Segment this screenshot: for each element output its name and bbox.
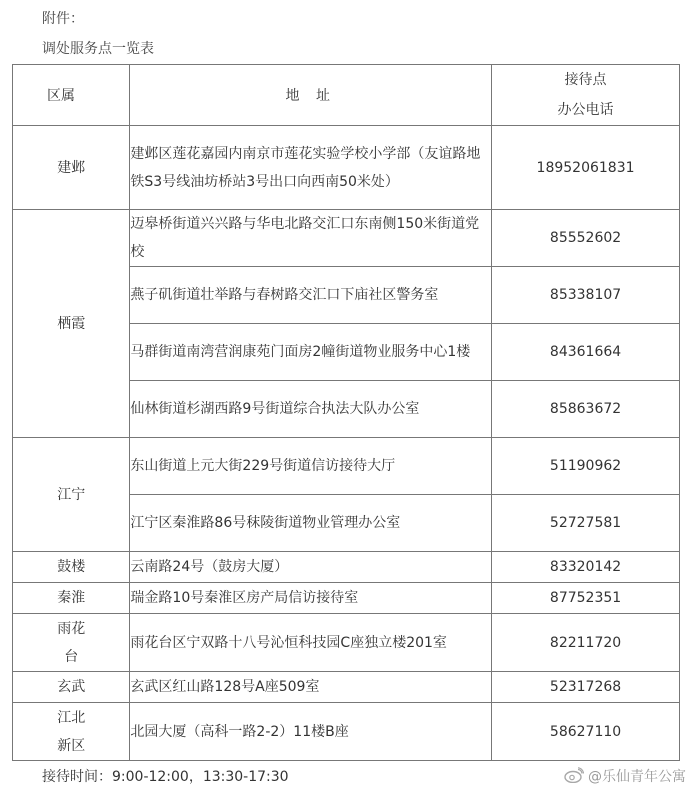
table-title: 调处服务点一览表: [42, 41, 154, 57]
district-cell: 秦淮: [13, 583, 130, 614]
phone-cell: 87752351: [492, 583, 680, 614]
attachment-label: 附件：: [42, 11, 84, 27]
table-header-row: [13, 65, 680, 126]
phone-cell: 18952061831: [492, 126, 680, 210]
table-row: [13, 614, 680, 672]
address-cell: 仙林街道杉湖西路9号街道综合执法大队办公室: [130, 381, 492, 438]
district-cell: 栖霞: [13, 210, 130, 438]
phone-cell: 85552602: [492, 210, 680, 267]
phone-cell: 51190962: [492, 438, 680, 495]
reception-hours: 接待时间：9:00-12:00，13:30-17:30: [42, 769, 289, 785]
address-cell: 迈皋桥街道兴兴路与华电北路交汇口东南侧150米街道党校: [130, 210, 492, 267]
header-phone: [492, 65, 680, 126]
address-cell: 雨花台区宁双路十八号沁恒科技园C座独立楼201室: [130, 614, 492, 672]
address-cell: 燕子矶街道壮举路与春树路交汇口下庙社区警务室: [130, 267, 492, 324]
phone-cell: 84361664: [492, 324, 680, 381]
service-points-table: [12, 64, 680, 761]
district-cell: [13, 614, 130, 672]
header-address: 地 址: [130, 65, 492, 126]
address-cell: 马群街道南湾营润康苑门面房2幢街道物业服务中心1楼: [130, 324, 492, 381]
district-cell: 玄武: [13, 672, 130, 703]
table-row: [13, 210, 680, 267]
district-cell: 建邺: [13, 126, 130, 210]
district-line: 江北: [57, 709, 86, 726]
address-cell: 瑞金路10号秦淮区房产局信访接待室: [130, 583, 492, 614]
phone-cell: 83320142: [492, 552, 680, 583]
watermark-text: @乐仙青年公寓: [588, 769, 686, 785]
address-cell: 江宁区秦淮路86号秣陵街道物业管理办公室: [130, 495, 492, 552]
table-row: [13, 126, 680, 210]
table-row: [13, 672, 680, 703]
district-cell: [13, 703, 130, 761]
district-line: 新区: [57, 737, 86, 754]
address-cell: 东山街道上元大街229号街道信访接待大厅: [130, 438, 492, 495]
phone-cell: 85863672: [492, 381, 680, 438]
phone-cell: 85338107: [492, 267, 680, 324]
header-phone-line1: 接待点: [564, 72, 607, 88]
district-line: 雨花: [57, 620, 86, 637]
phone-cell: 52317268: [492, 672, 680, 703]
weibo-icon: [564, 767, 584, 787]
phone-cell: 82211720: [492, 614, 680, 672]
district-cell: 江宁: [13, 438, 130, 552]
district-line: 台: [64, 648, 79, 665]
address-cell: 建邺区莲花嘉园内南京市莲花实验学校小学部（友谊路地铁S3号线油坊桥站3号出口向西南50米处）: [130, 126, 492, 210]
phone-cell: 52727581: [492, 495, 680, 552]
address-cell: 北园大厦（高科一路2-2）11楼B座: [130, 703, 492, 761]
header-phone-line2: 办公电话: [557, 102, 614, 118]
table-row: [13, 438, 680, 495]
table-row: [13, 583, 680, 614]
watermark: [564, 766, 686, 787]
address-cell: 云南路24号（鼓房大厦）: [130, 552, 492, 583]
address-cell: 玄武区红山路128号A座509室: [130, 672, 492, 703]
header-district: 区属: [13, 65, 130, 126]
district-cell: 鼓楼: [13, 552, 130, 583]
table-row: [13, 703, 680, 761]
phone-cell: 58627110: [492, 703, 680, 761]
table-row: [13, 552, 680, 583]
